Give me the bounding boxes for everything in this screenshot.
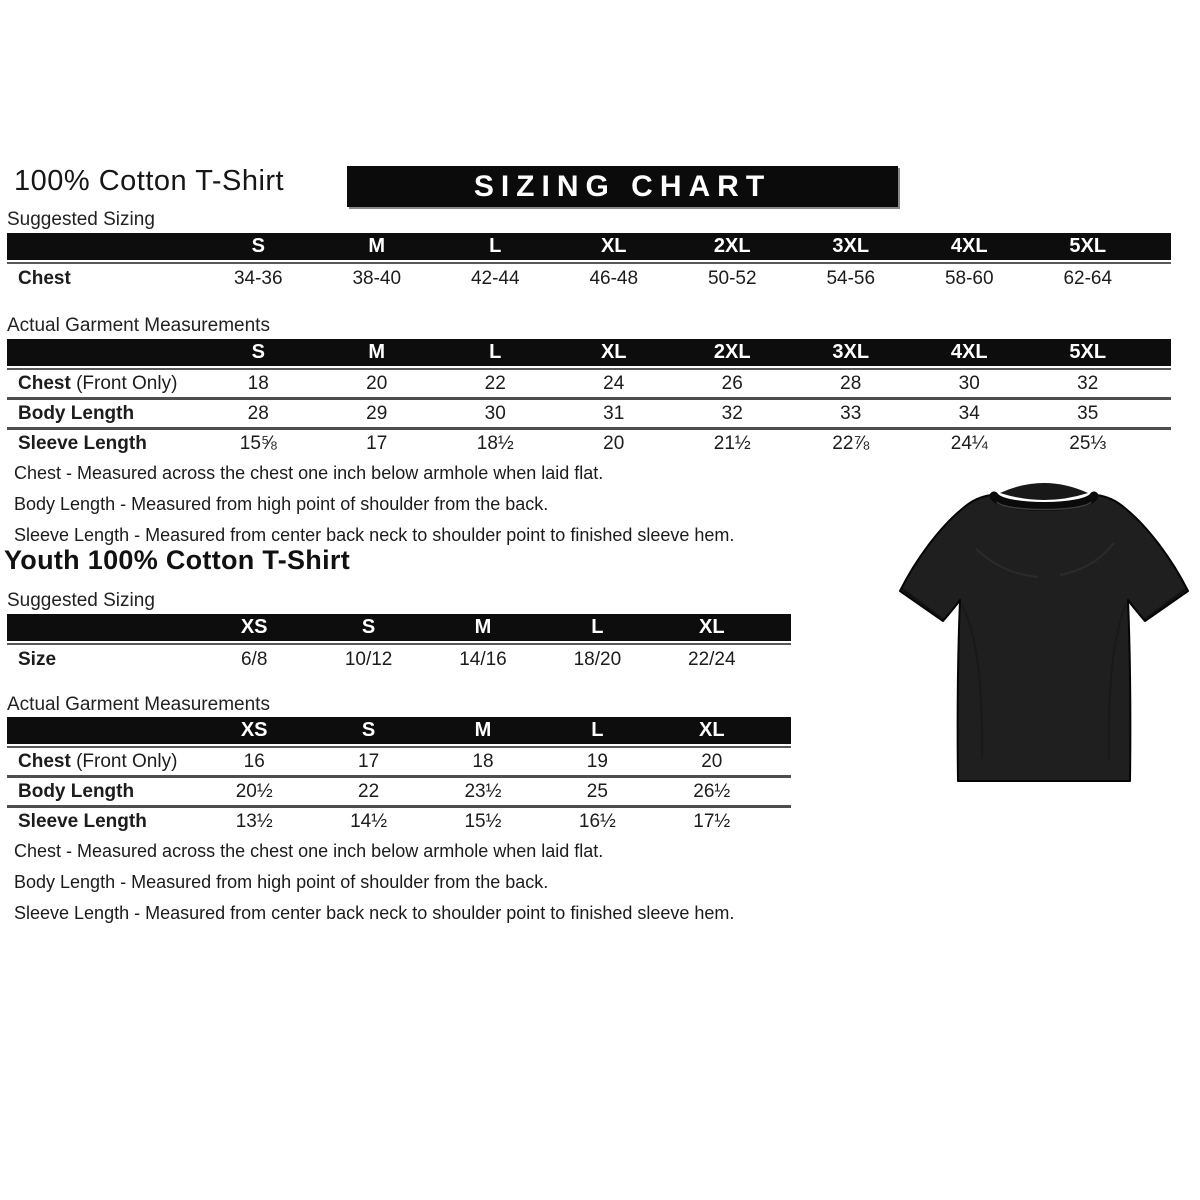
table-row	[7, 643, 791, 675]
size-value-cell: 23½	[426, 775, 540, 805]
row-label: Body Length	[7, 775, 197, 805]
size-column-header: XL	[655, 717, 769, 746]
size-value-cell: 38-40	[318, 262, 437, 294]
measurement-note: Sleeve Length - Measured from center back neck to shoulder point to finished sleeve hem.	[14, 903, 735, 923]
size-value-cell: 22/24	[655, 643, 769, 675]
size-value-cell: 22	[311, 775, 425, 805]
size-value-cell: 14/16	[426, 643, 540, 675]
size-value-cell: 30	[436, 397, 555, 427]
spacer-cell	[769, 775, 791, 805]
spacer-cell	[769, 805, 791, 835]
size-column-header: S	[199, 233, 318, 262]
table-row	[7, 746, 791, 775]
empty-header-cell	[7, 614, 197, 643]
size-column-header: M	[426, 717, 540, 746]
adult-actual-measurements-table	[7, 339, 1171, 457]
size-header-row	[7, 614, 791, 643]
youth-actual-measurements-heading: Actual Garment Measurements	[7, 694, 270, 715]
size-column-header: M	[318, 233, 437, 262]
size-value-cell: 24¼	[910, 427, 1029, 457]
size-column-header: M	[426, 614, 540, 643]
size-column-header: 3XL	[792, 233, 911, 262]
size-value-cell: 18/20	[540, 643, 654, 675]
row-label: Sleeve Length	[7, 805, 197, 835]
spacer-header-cell	[1147, 233, 1171, 262]
size-value-cell: 21½	[673, 427, 792, 457]
size-value-cell: 16	[197, 746, 311, 775]
size-column-header: M	[318, 339, 437, 368]
tshirt-image	[888, 478, 1200, 800]
size-value-cell: 20	[318, 368, 437, 397]
size-value-cell: 54-56	[792, 262, 911, 294]
spacer-cell	[1147, 262, 1171, 294]
size-value-cell: 20½	[197, 775, 311, 805]
size-value-cell: 24	[555, 368, 674, 397]
size-value-cell: 32	[1029, 368, 1148, 397]
table-row	[7, 368, 1171, 397]
spacer-cell	[1147, 427, 1171, 457]
table-row	[7, 427, 1171, 457]
size-column-header: XL	[655, 614, 769, 643]
size-column-header: 4XL	[910, 339, 1029, 368]
size-value-cell: 22⅞	[792, 427, 911, 457]
size-value-cell: 35	[1029, 397, 1148, 427]
adult-suggested-sizing-heading: Suggested Sizing	[7, 209, 155, 230]
spacer-cell	[769, 643, 791, 675]
adult-suggested-sizing-table	[7, 233, 1171, 294]
size-value-cell: 16½	[540, 805, 654, 835]
size-value-cell: 17½	[655, 805, 769, 835]
size-value-cell: 46-48	[555, 262, 674, 294]
size-column-header: XL	[555, 233, 674, 262]
size-value-cell: 32	[673, 397, 792, 427]
size-column-header: 2XL	[673, 233, 792, 262]
measurement-note: Chest - Measured across the chest one inch below armhole when laid flat.	[14, 841, 604, 861]
size-column-header: XL	[555, 339, 674, 368]
empty-header-cell	[7, 717, 197, 746]
row-label: Sleeve Length	[7, 427, 199, 457]
size-value-cell: 20	[655, 746, 769, 775]
row-label: Chest (Front Only)	[7, 368, 199, 397]
size-column-header: S	[311, 717, 425, 746]
size-column-header: XS	[197, 717, 311, 746]
table-row	[7, 775, 791, 805]
measurement-note: Chest - Measured across the chest one inch below armhole when laid flat.	[14, 463, 604, 483]
size-value-cell: 10/12	[311, 643, 425, 675]
adult-measurement-notes	[14, 464, 734, 557]
table-row	[7, 397, 1171, 427]
size-column-header: 3XL	[792, 339, 911, 368]
size-column-header: 2XL	[673, 339, 792, 368]
size-value-cell: 26	[673, 368, 792, 397]
size-value-cell: 26½	[655, 775, 769, 805]
youth-suggested-sizing-table	[7, 614, 791, 675]
measurement-note: Body Length - Measured from high point of shoulder from the back.	[14, 494, 549, 514]
size-value-cell: 50-52	[673, 262, 792, 294]
empty-header-cell	[7, 339, 199, 368]
size-column-header: L	[540, 717, 654, 746]
size-value-cell: 28	[199, 397, 318, 427]
size-value-cell: 33	[792, 397, 911, 427]
size-value-cell: 15½	[426, 805, 540, 835]
size-value-cell: 30	[910, 368, 1029, 397]
size-value-cell: 18	[426, 746, 540, 775]
size-column-header: S	[311, 614, 425, 643]
spacer-cell	[1147, 368, 1171, 397]
size-value-cell: 31	[555, 397, 674, 427]
row-label: Chest (Front Only)	[7, 746, 197, 775]
size-value-cell: 22	[436, 368, 555, 397]
size-value-cell: 58-60	[910, 262, 1029, 294]
size-value-cell: 29	[318, 397, 437, 427]
size-column-header: 5XL	[1029, 233, 1148, 262]
size-value-cell: 13½	[197, 805, 311, 835]
size-value-cell: 17	[318, 427, 437, 457]
row-label: Body Length	[7, 397, 199, 427]
spacer-header-cell	[1147, 339, 1171, 368]
size-value-cell: 34	[910, 397, 1029, 427]
size-value-cell: 28	[792, 368, 911, 397]
size-value-cell: 6/8	[197, 643, 311, 675]
empty-header-cell	[7, 233, 199, 262]
table-row	[7, 805, 791, 835]
size-column-header: XS	[197, 614, 311, 643]
size-value-cell: 25	[540, 775, 654, 805]
youth-suggested-sizing-heading: Suggested Sizing	[7, 590, 155, 611]
size-column-header: L	[436, 339, 555, 368]
row-label: Size	[7, 643, 197, 675]
size-value-cell: 34-36	[199, 262, 318, 294]
size-value-cell: 17	[311, 746, 425, 775]
size-value-cell: 14½	[311, 805, 425, 835]
product-title: 100% Cotton T-Shirt	[14, 165, 285, 197]
adult-actual-measurements-heading: Actual Garment Measurements	[7, 315, 270, 336]
youth-measurement-notes	[14, 842, 734, 935]
measurement-note: Body Length - Measured from high point of shoulder from the back.	[14, 872, 549, 892]
size-column-header: L	[540, 614, 654, 643]
size-column-header: 4XL	[910, 233, 1029, 262]
spacer-cell	[769, 746, 791, 775]
sizing-chart-banner: SIZING CHART	[347, 166, 898, 207]
size-value-cell: 42-44	[436, 262, 555, 294]
row-label: Chest	[7, 262, 199, 294]
youth-actual-measurements-table	[7, 717, 791, 835]
size-value-cell: 18½	[436, 427, 555, 457]
size-value-cell: 62-64	[1029, 262, 1148, 294]
size-value-cell: 20	[555, 427, 674, 457]
size-value-cell: 18	[199, 368, 318, 397]
size-value-cell: 19	[540, 746, 654, 775]
size-value-cell: 25⅓	[1029, 427, 1148, 457]
spacer-header-cell	[769, 614, 791, 643]
size-column-header: L	[436, 233, 555, 262]
measurement-note: Sleeve Length - Measured from center back neck to shoulder point to finished sleeve hem.	[14, 525, 735, 545]
size-column-header: S	[199, 339, 318, 368]
size-header-row	[7, 717, 791, 746]
youth-product-title: Youth 100% Cotton T-Shirt	[4, 545, 350, 575]
table-row	[7, 262, 1171, 294]
size-header-row	[7, 233, 1171, 262]
size-value-cell: 15⅝	[199, 427, 318, 457]
size-column-header: 5XL	[1029, 339, 1148, 368]
size-header-row	[7, 339, 1171, 368]
spacer-header-cell	[769, 717, 791, 746]
spacer-cell	[1147, 397, 1171, 427]
